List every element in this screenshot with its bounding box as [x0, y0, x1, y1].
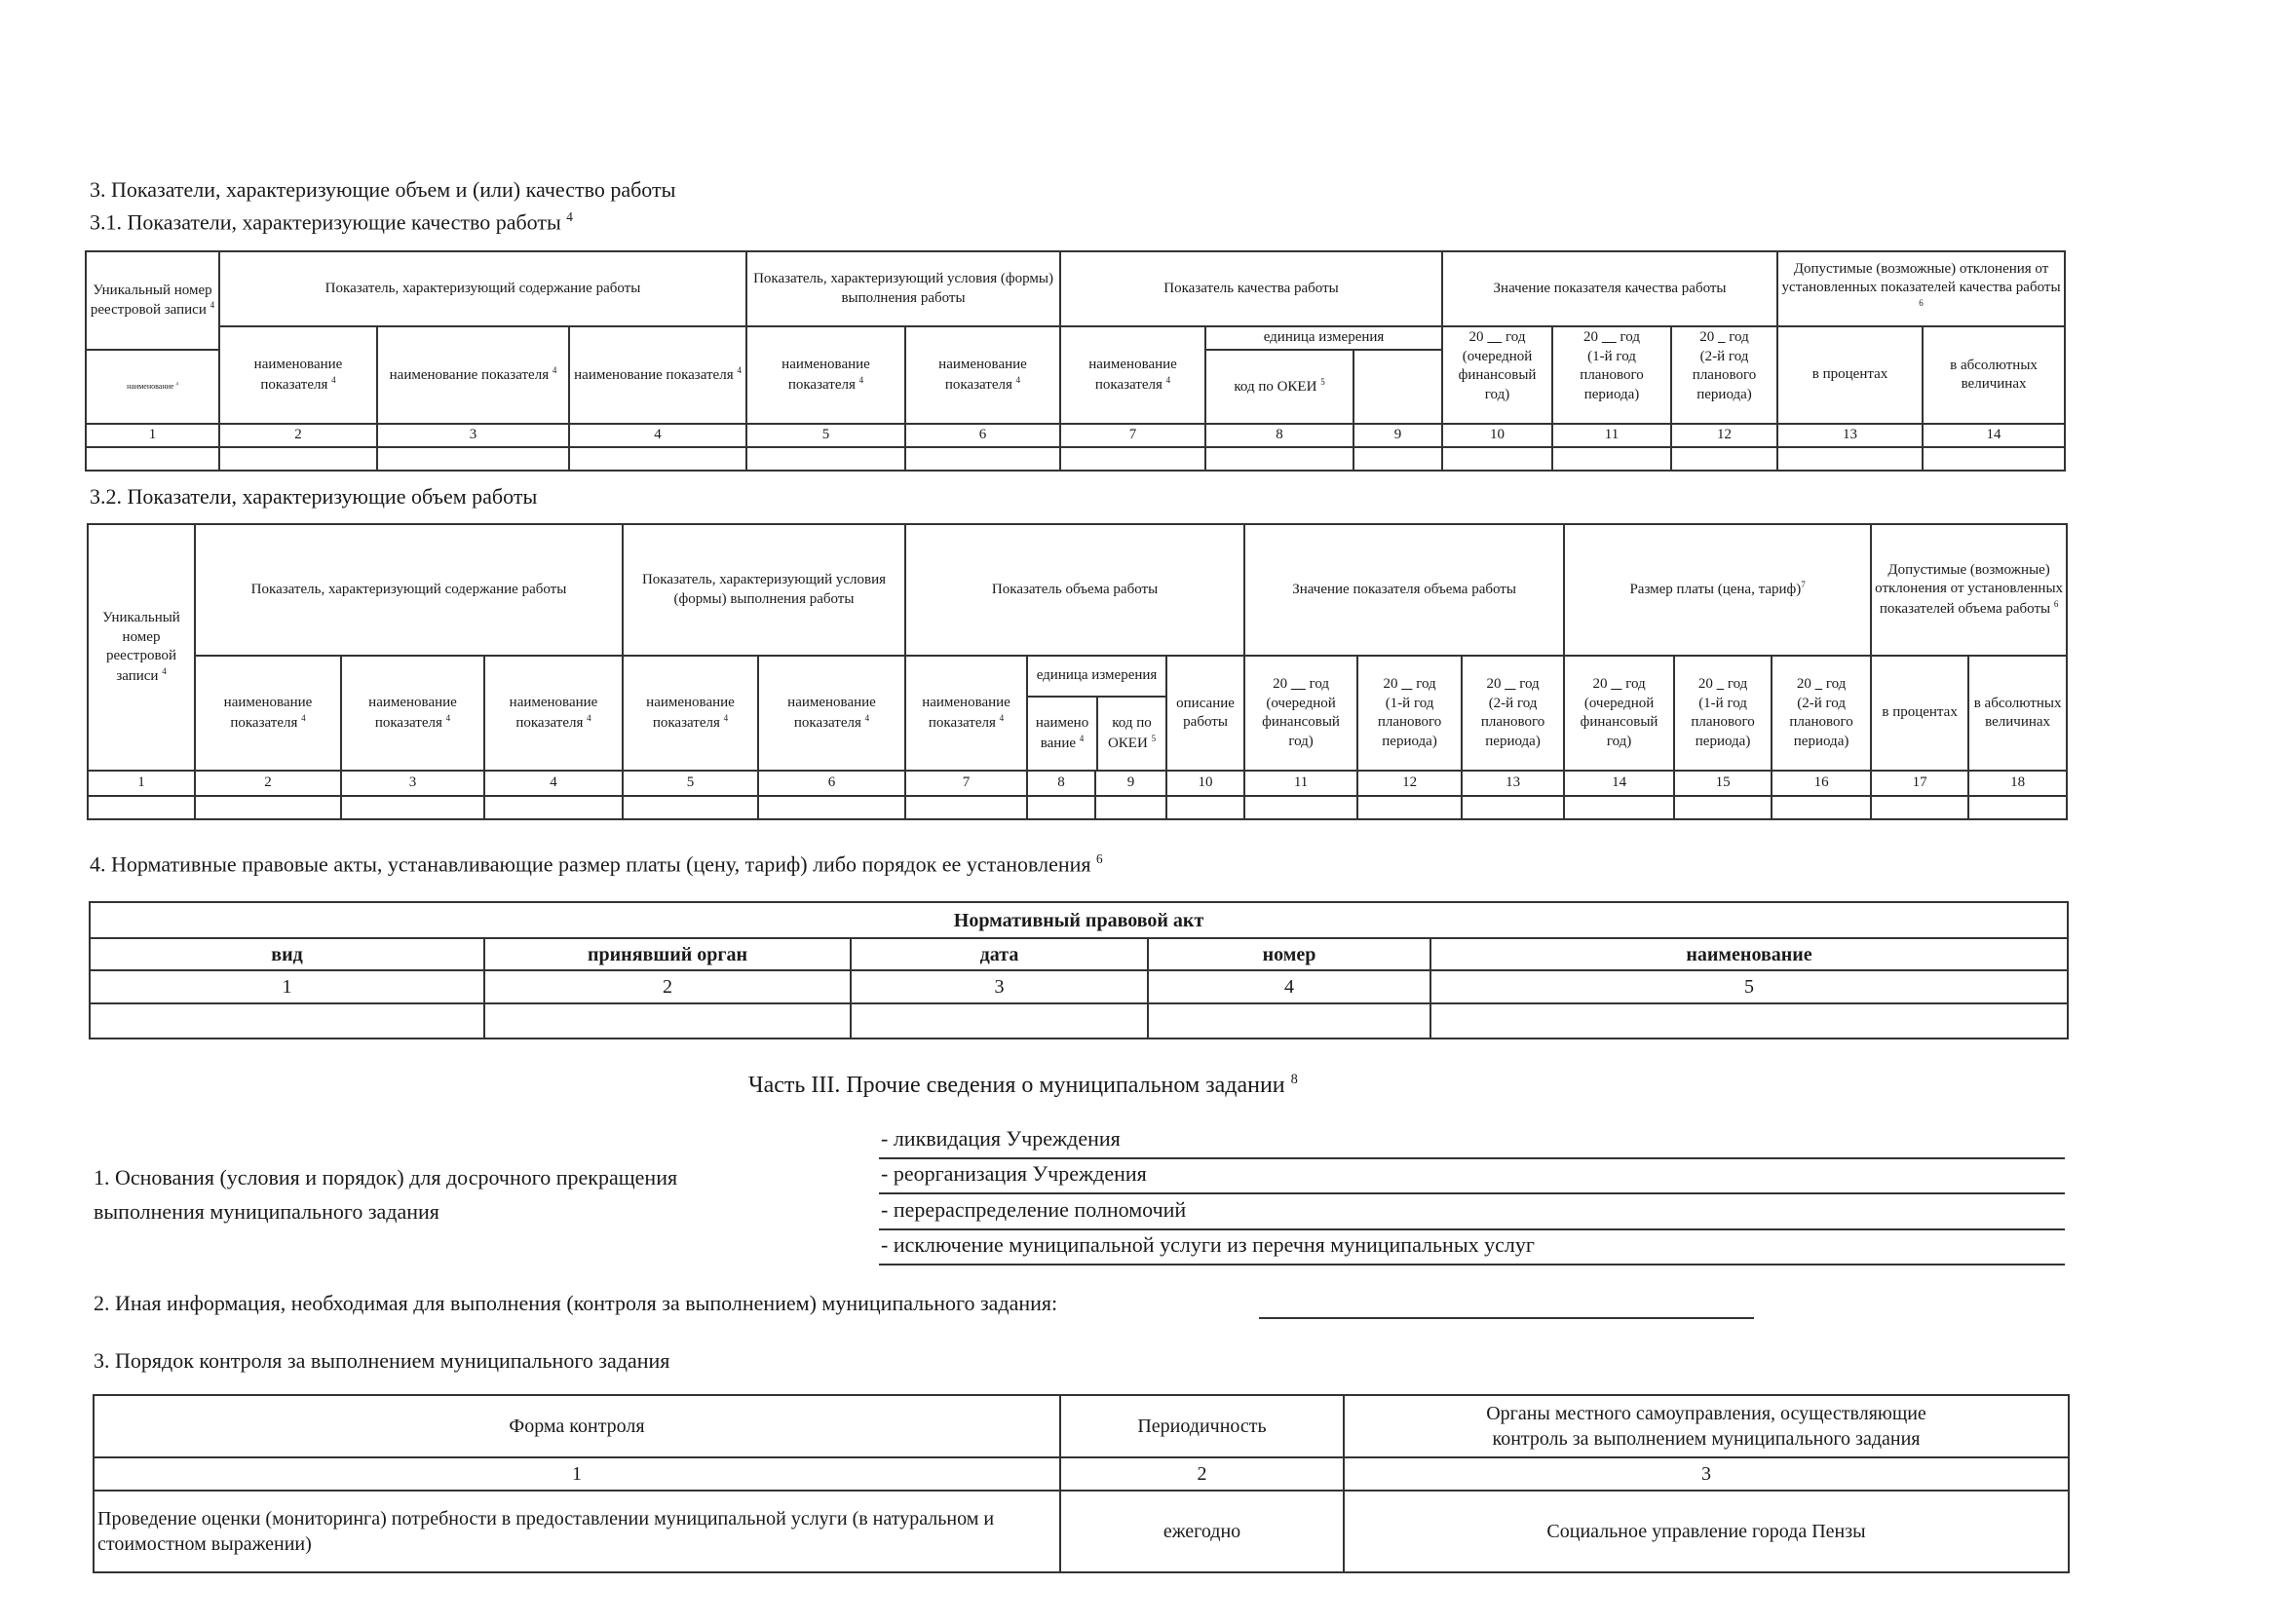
absolute-header: в абсолютных величинах [1968, 656, 2067, 771]
control-table [93, 1394, 2070, 1573]
col-form-header: Форма контроля [94, 1395, 1060, 1457]
col-number: 6 [758, 771, 905, 796]
fee-header: Размер платы (цена, тариф)$^7$ [1564, 524, 1871, 656]
indicator-name-header: наименование показателя $^4$ [905, 326, 1060, 424]
col-number: 8 [1027, 771, 1095, 796]
indicator-name-header: наименование показателя $^4$ [219, 326, 377, 424]
percent-header: в процентах [1777, 326, 1923, 424]
indicator-name-header: наименование показателя $^4$ [758, 656, 905, 771]
col-number: 7 [1060, 424, 1205, 447]
col-number: 9 [1353, 424, 1442, 447]
col-number: 18 [1968, 771, 2067, 796]
control-form-cell: Проведение оценки (мониторинга) потребности в предоставлении муниципальной услуги (в натуральном и стоимостном выражении) [94, 1491, 1060, 1572]
col-number: 1 [94, 1457, 1060, 1491]
column-numbers-row [88, 771, 2067, 796]
content-indicator-header: Показатель, характеризующий содержание работы [219, 251, 746, 326]
col-number: 14 [1923, 424, 2065, 447]
conditions-indicator-header: Показатель, характеризующий условия (формы) выполнения работы [746, 251, 1060, 326]
okei-header: код по ОКЕИ $^5$ [1205, 350, 1353, 424]
col-number: 3 [1344, 1457, 2069, 1491]
unit-header: единица измерения [1205, 326, 1442, 350]
col-number-header: номер [1148, 938, 1430, 970]
col-number: 12 [1671, 424, 1777, 447]
col-number: 11 [1552, 424, 1671, 447]
col-number: 2 [219, 424, 377, 447]
section-4-title: 4. Нормативные правовые акты, устанавливающие размер платы (цену, тариф) либо порядок ее установления $^6$ [90, 851, 1103, 877]
empty-row [88, 796, 2067, 819]
col-number: 5 [1430, 970, 2068, 1003]
quality-indicator-header: Показатель качества работы [1060, 251, 1442, 326]
reason-item: - исключение муниципальной услуги из перечня муниципальных услуг [881, 1232, 1535, 1257]
fee-year-second-header: 20 год (2-й год планового периода) [1772, 656, 1871, 771]
unit-header: единица измерения [1028, 657, 1165, 698]
col-number: 2 [1060, 1457, 1344, 1491]
col-number: 15 [1674, 771, 1772, 796]
volume-value-header: Значение показателя объема работы [1244, 524, 1564, 656]
percent-header: в процентах [1871, 656, 1968, 771]
col-bodies-header: Органы местного самоуправления, осуществляющие контроль за выполнением муниципального задания [1344, 1395, 2069, 1457]
col-number: 3 [851, 970, 1148, 1003]
col-number: 14 [1564, 771, 1674, 796]
col-number: 10 [1442, 424, 1552, 447]
reason-underline [879, 1228, 2065, 1230]
col-number: 3 [377, 424, 569, 447]
reason-item: - реорганизация Учреждения [881, 1161, 1147, 1186]
unique-number-header: Уникальный номер реестровой записи $^4$ [86, 251, 219, 350]
section-3-1-title: 3.1. Показатели, характеризующие качество работы $^4$ [90, 209, 573, 235]
col-number: 11 [1244, 771, 1357, 796]
item-1-label-line2: выполнения муниципального задания [94, 1199, 439, 1224]
legal-acts-table [89, 901, 2069, 1039]
item-3-label: 3. Порядок контроля за выполнением муниципального задания [94, 1348, 670, 1373]
table-row [94, 1491, 2069, 1572]
control-period-cell: ежегодно [1060, 1491, 1344, 1572]
quality-value-header: Значение показателя качества работы [1442, 251, 1777, 326]
col-number: 13 [1462, 771, 1564, 796]
col-number: 6 [905, 424, 1060, 447]
col-number: 1 [88, 771, 195, 796]
col-number: 10 [1166, 771, 1244, 796]
reason-underline [879, 1264, 2065, 1265]
indicator-name-header: наименование показателя $^4$ [377, 326, 569, 424]
reason-item: - ликвидация Учреждения [881, 1126, 1121, 1151]
col-number: 2 [195, 771, 341, 796]
col-number: 2 [484, 970, 851, 1003]
indicator-name-header: наименование показателя $^4$ [484, 656, 623, 771]
unique-number-header: Уникальный номер реестровой записи $^4$ [88, 524, 195, 771]
col-number: 8 [1205, 424, 1353, 447]
reason-underline [879, 1157, 2065, 1159]
col-authority-header: принявший орган [484, 938, 851, 970]
okei-header: код по ОКЕИ $^5$ [1107, 715, 1157, 751]
item-2-fill-line [1259, 1317, 1754, 1319]
control-bodies-cell: Социальное управление города Пензы [1344, 1491, 2069, 1572]
volume-indicators-table [87, 523, 2068, 820]
col-number: 17 [1871, 771, 1968, 796]
col-period-header: Периодичность [1060, 1395, 1344, 1457]
quality-indicators-table [85, 250, 2066, 472]
reason-item: - перераспределение полномочий [881, 1197, 1187, 1222]
col-number: 1 [90, 970, 484, 1003]
legal-act-header: Нормативный правовой акт [90, 902, 2068, 938]
col-number: 5 [623, 771, 758, 796]
fee-year-current-header: 20 год (очередной финансовый год) [1564, 656, 1674, 771]
year-first-header: 20 год (1-й год планового периода) [1552, 326, 1671, 424]
col-number: 1 [86, 424, 219, 447]
col-number: 12 [1357, 771, 1462, 796]
col-number: 5 [746, 424, 905, 447]
unit-name-header: наимено вание $^4$ [1028, 698, 1098, 770]
part-3-title: Часть III. Прочие сведения о муниципальном задании $^8$ [748, 1072, 1298, 1098]
col-number: 7 [905, 771, 1027, 796]
item-1-label-line1: 1. Основания (условия и порядок) для досрочного прекращения [94, 1165, 678, 1190]
col-name-header: наименование [1430, 938, 2068, 970]
fee-year-first-header: 20 год (1-й год планового периода) [1674, 656, 1772, 771]
year-second-header: 20 год (2-й год планового периода) [1671, 326, 1777, 424]
reason-underline [879, 1192, 2065, 1194]
indicator-name-header: наименование показателя $^4$ [1060, 326, 1205, 424]
col-number: 16 [1772, 771, 1871, 796]
deviation-header: Допустимые (возможные) отклонения от установленных показателей объема работы $^6$ [1871, 524, 2067, 656]
col-number: 4 [569, 424, 746, 447]
year-second-header: 20 год (2-й год планового периода) [1462, 656, 1564, 771]
deviation-header: Допустимые (возможные) отклонения от установленных показателей качества работы $^6$ [1777, 251, 2065, 326]
section-3-title: 3. Показатели, характеризующие объем и (или) качество работы [90, 177, 676, 202]
conditions-indicator-header: Показатель, характеризующий условия (формы) выполнения работы [623, 524, 905, 656]
year-current-header: 20 год (очередной финансовый год) [1442, 326, 1552, 424]
col-number: 13 [1777, 424, 1923, 447]
content-indicator-header: Показатель, характеризующий содержание работы [195, 524, 623, 656]
work-description-header: описание работы [1166, 656, 1244, 771]
col-number: 9 [1095, 771, 1166, 796]
unit-cell [1027, 656, 1166, 771]
item-2-label: 2. Иная информация, необходимая для выполнения (контроля за выполнением) муниципального задания: [94, 1291, 1058, 1315]
indicator-name-header: наименование показателя $^4$ [746, 326, 905, 424]
indicator-name-header: наименование показателя $^4$ [341, 656, 484, 771]
volume-indicator-header: Показатель объема работы [905, 524, 1244, 656]
year-first-header: 20 год (1-й год планового периода) [1357, 656, 1462, 771]
indicator-name-header: наименование показателя $^4$ [569, 326, 746, 424]
empty-row [86, 447, 2065, 471]
indicator-name-header: наименование показателя $^4$ [905, 656, 1027, 771]
year-current-header: 20 год (очередной финансовый год) [1244, 656, 1357, 771]
empty-row [90, 1003, 2068, 1039]
col-number: 3 [341, 771, 484, 796]
unit-name-header: наименование $^4$ [86, 350, 219, 424]
col-date-header: дата [851, 938, 1148, 970]
section-3-2-title: 3.2. Показатели, характеризующие объем работы [90, 484, 538, 509]
indicator-name-header: наименование показателя $^4$ [195, 656, 341, 771]
column-numbers-row [86, 424, 2065, 447]
absolute-header: в абсолютных величинах [1923, 326, 2065, 424]
col-number: 4 [484, 771, 623, 796]
indicator-name-header: наименование показателя $^4$ [623, 656, 758, 771]
col-number: 4 [1148, 970, 1430, 1003]
col-kind-header: вид [90, 938, 484, 970]
